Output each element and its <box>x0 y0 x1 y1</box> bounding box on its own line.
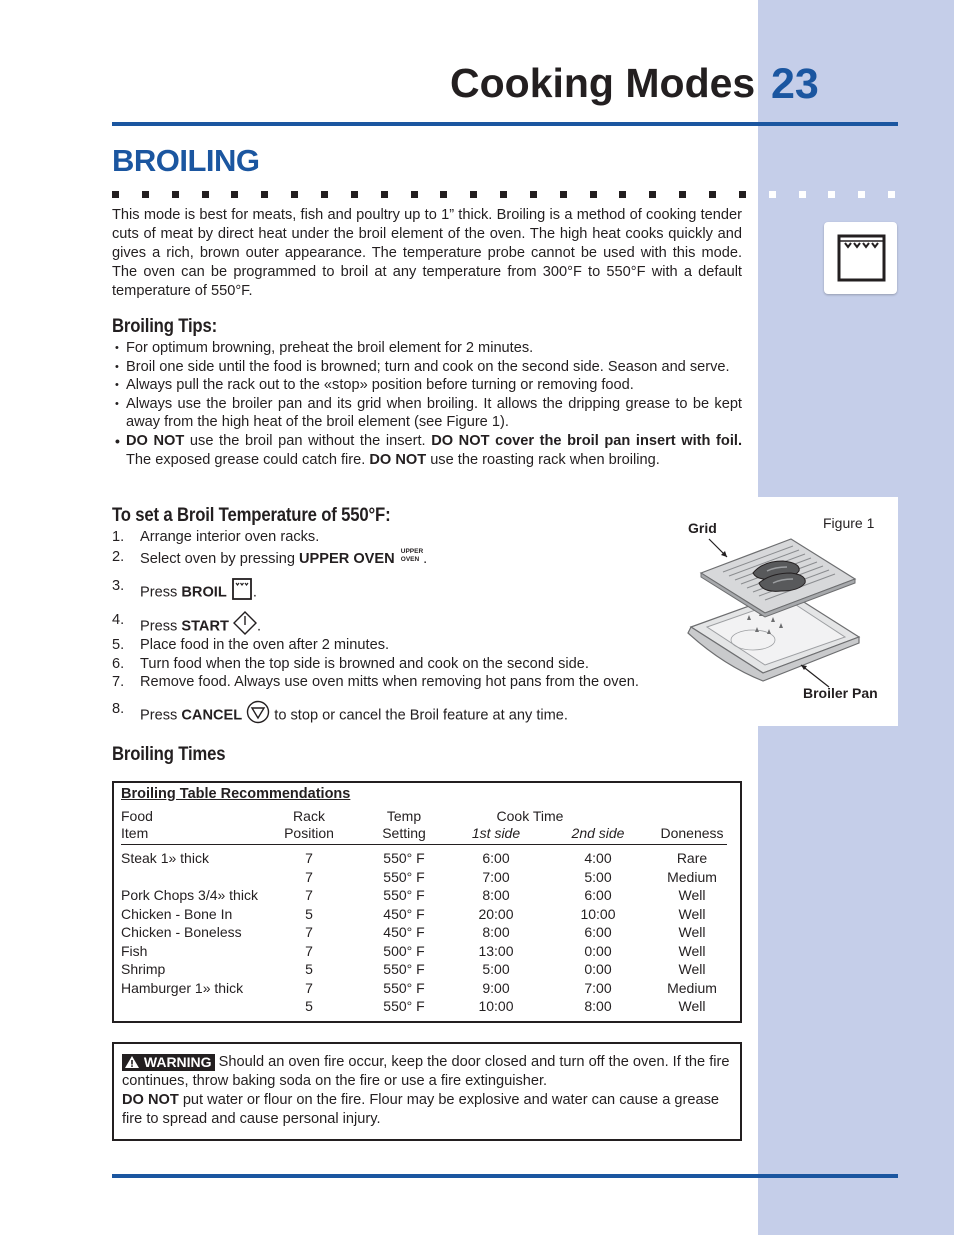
step-item <box>112 528 672 547</box>
divider-dot <box>769 191 776 198</box>
tip-item: • For optimum browning, preheat the broil element for 2 minutes. <box>112 339 742 358</box>
divider-dot <box>470 191 477 198</box>
rack-cell: 7 <box>305 887 313 903</box>
doneness-cell: Medium <box>667 868 717 885</box>
step-number: 3. <box>112 578 125 595</box>
header-rack: Rack <box>293 808 325 824</box>
warning-box <box>112 1042 742 1141</box>
dotted-divider <box>112 191 898 199</box>
divider-dot <box>679 191 686 198</box>
divider-dot <box>530 191 537 198</box>
figure-caption: Figure 1 <box>823 515 875 531</box>
steps-list <box>112 528 672 725</box>
start-key-label: START <box>181 618 229 635</box>
step-text: Press <box>140 618 182 635</box>
food-cell: Pork Chops 3/4» thick <box>121 887 258 903</box>
step-text: Press <box>140 707 182 724</box>
temp-cell: 550° F <box>383 850 425 866</box>
step-text: Turn food when the top side is browned and cook on the second side. <box>140 655 589 672</box>
first-side-cell: 10:00 <box>478 998 514 1014</box>
broiling-table <box>112 781 742 1023</box>
rack-cell: 5 <box>305 961 313 977</box>
first-side-cell: 20:00 <box>478 905 514 922</box>
rack-cell: 7 <box>305 979 313 996</box>
rack-cell: 5 <box>305 998 313 1014</box>
second-side-cell: 10:00 <box>580 905 616 922</box>
first-side-cell: 8:00 <box>482 924 510 940</box>
header-food: Food <box>121 808 153 824</box>
step-number: 4. <box>112 612 125 629</box>
doneness-cell: Well <box>678 924 706 940</box>
divider-dot <box>888 191 895 198</box>
step-number: 5. <box>112 637 125 654</box>
first-side-cell: 8:00 <box>482 887 510 903</box>
temp-cell: 550° F <box>383 887 425 903</box>
step-item <box>112 700 672 725</box>
divider-dot <box>381 191 388 198</box>
cancel-key-icon <box>246 700 270 724</box>
warning-badge <box>122 1054 215 1071</box>
divider-dot <box>142 191 149 198</box>
temp-cell: 550° F <box>383 868 425 885</box>
upper-oven-key-icon <box>401 548 423 564</box>
temp-cell: 550° F <box>383 998 425 1014</box>
do-not-label: DO NOT <box>369 451 427 468</box>
warning-text: put water or flour on the fire. Flour may be explosive and water can cause a grease fire to spread and cause personal injury. <box>122 1092 720 1127</box>
broiler-pan-illustration <box>683 505 893 715</box>
step-item <box>112 636 672 655</box>
temp-cell: 550° F <box>383 979 425 996</box>
doneness-cell: Medium <box>667 979 717 996</box>
header-item: Item <box>121 825 149 841</box>
first-side-cell: 13:00 <box>478 942 514 959</box>
second-side-cell: 0:00 <box>584 942 612 959</box>
divider-dot <box>560 191 567 198</box>
icon-text: UPPER <box>400 547 424 555</box>
divider-dot <box>500 191 507 198</box>
doneness-cell: Well <box>678 905 706 922</box>
header-second-side: 2nd side <box>571 825 625 841</box>
step-number: 2. <box>112 548 125 565</box>
step-text: Press <box>140 584 182 601</box>
table-title: Broiling Table Recommendations <box>121 786 351 802</box>
temp-cell: 550° F <box>383 961 425 977</box>
second-side-cell: 4:00 <box>584 850 612 866</box>
header-setting: Setting <box>382 825 426 841</box>
divider-dot <box>172 191 179 198</box>
warning-text: Should an oven fire occur, keep the door closed and turn off the oven. If the fire continues, throw baking soda on the fire or use a fire extinguisher. <box>122 1054 730 1089</box>
doneness-cell: Well <box>678 998 706 1014</box>
divider-dot <box>590 191 597 198</box>
divider-dot <box>709 191 716 198</box>
divider-dot <box>261 191 268 198</box>
divider-dot <box>291 191 298 198</box>
step-number: 8. <box>112 700 125 717</box>
tip-item: • Broil one side until the food is browned; turn and cook on the second side. Season and serve. <box>112 358 742 377</box>
rack-cell: 5 <box>305 905 313 922</box>
cancel-key-label: CANCEL <box>181 707 243 724</box>
grid-label: Grid <box>688 520 717 536</box>
tip-text: The exposed grease could catch fire. <box>126 451 370 468</box>
step-number: 6. <box>112 655 125 672</box>
tip-warning-item <box>112 432 742 469</box>
step-number: 7. <box>112 674 125 691</box>
step-item <box>112 577 672 602</box>
warning-badge-text: WARNING <box>143 1054 212 1070</box>
step-text: . <box>252 584 257 601</box>
rack-cell: 7 <box>305 924 313 940</box>
header-rule <box>112 122 898 126</box>
header-temp: Temp <box>386 808 422 824</box>
tip-item: • Always pull the rack out to the «stop» position before turning or removing food. <box>112 376 742 395</box>
divider-dot <box>619 191 626 198</box>
warning-do-not: DO NOT <box>122 1092 179 1108</box>
food-cell: Shrimp <box>121 961 166 977</box>
divider-dot <box>739 191 746 198</box>
divider-dot <box>649 191 656 198</box>
first-side-cell: 7:00 <box>482 868 510 885</box>
divider-dot <box>858 191 865 198</box>
page-number: 23 <box>771 60 819 108</box>
section-title: BROILING <box>112 143 260 178</box>
second-side-cell: 8:00 <box>584 998 612 1014</box>
intro-paragraph: This mode is best for meats, fish and poultry up to 1” thick. Broiling is a method of cooking tender cuts of meat by direct heat under the broil element of the oven. The high heat cooks quickly and gives a rich, brown outer appearance. The temperature probe cannot be used with this mode. The oven can be programmed to broil at any temperature from 300°F to 550°F with a default temperature of 550°F. <box>112 207 742 299</box>
second-side-cell: 5:00 <box>584 868 612 885</box>
upper-oven-key-label: UPPER OVEN <box>299 550 395 567</box>
warning-triangle-icon <box>124 1055 140 1069</box>
second-side-cell: 7:00 <box>584 979 612 996</box>
divider-dot <box>112 191 119 198</box>
divider-dot <box>440 191 447 198</box>
step-text: . <box>423 550 428 567</box>
header-doneness: Doneness <box>660 825 724 841</box>
step-text: Remove food. Always use oven mitts when removing hot pans from the oven. <box>140 674 639 691</box>
step-item <box>112 548 672 569</box>
temp-cell: 450° F <box>383 924 425 940</box>
tips-heading: Broiling Tips: <box>112 316 217 337</box>
rack-cell: 7 <box>305 942 313 959</box>
divider-dot <box>231 191 238 198</box>
step-item <box>112 655 672 674</box>
temp-cell: 450° F <box>383 905 425 922</box>
rack-cell: 7 <box>305 868 313 885</box>
step-text: to stop or cancel the Broil feature at any time. <box>270 707 568 724</box>
doneness-cell: Well <box>678 942 706 959</box>
food-cell: Chicken - Boneless <box>121 924 242 940</box>
tip-text: use the roasting rack when broiling. <box>426 451 660 468</box>
step-item <box>112 611 672 636</box>
tip-text: use the broil pan without the insert. <box>184 432 432 449</box>
start-key-icon <box>233 611 257 635</box>
footer-rule <box>112 1174 898 1178</box>
rack-cell: 7 <box>305 850 313 866</box>
icon-text: OVEN <box>400 555 420 563</box>
broiler-pan-label: Broiler Pan <box>803 685 878 701</box>
do-not-label: DO NOT cover the broil pan insert with foil. <box>431 432 742 449</box>
first-side-cell: 6:00 <box>482 850 510 866</box>
broil-mode-icon <box>824 222 897 294</box>
doneness-cell: Well <box>678 961 706 977</box>
divider-dot <box>828 191 835 198</box>
set-temp-heading: To set a Broil Temperature of 550°F: <box>112 505 391 526</box>
page-title: Cooking Modes <box>450 60 756 106</box>
divider-dot <box>202 191 209 198</box>
food-cell: Hamburger 1» thick <box>121 979 244 996</box>
step-text: Place food in the oven after 2 minutes. <box>140 637 390 654</box>
temp-cell: 500° F <box>383 942 425 959</box>
food-cell: Chicken - Bone In <box>121 905 233 922</box>
broil-key-icon <box>231 577 253 601</box>
doneness-cell: Rare <box>676 850 708 866</box>
step-number: 1. <box>112 529 125 545</box>
tip-item: • Always use the broiler pan and its grid when broiling. It allows the dripping grease to be kept away from the high heat of the broil element (see Figure 1). <box>112 395 742 432</box>
broiler-pan-figure <box>683 505 893 715</box>
header-position: Position <box>284 825 334 841</box>
step-text: Arrange interior oven racks. <box>140 529 320 545</box>
broil-key-label: BROIL <box>181 584 227 601</box>
second-side-cell: 6:00 <box>584 887 612 903</box>
divider-dot <box>411 191 418 198</box>
first-side-cell: 9:00 <box>482 979 510 996</box>
food-cell: Fish <box>121 942 148 959</box>
table-divider <box>121 844 727 845</box>
doneness-cell: Well <box>678 887 706 903</box>
food-cell: Steak 1» thick <box>121 850 209 866</box>
second-side-cell: 0:00 <box>584 961 612 977</box>
divider-dot <box>799 191 806 198</box>
header-cook-time: Cook Time <box>496 808 564 824</box>
times-heading: Broiling Times <box>112 744 226 765</box>
second-side-cell: 6:00 <box>584 924 612 940</box>
header-first-side: 1st side <box>471 825 521 841</box>
divider-dot <box>351 191 358 198</box>
first-side-cell: 5:00 <box>482 961 510 977</box>
tips-list <box>112 339 742 469</box>
step-text: Select oven by pressing <box>140 550 299 567</box>
divider-dot <box>321 191 328 198</box>
step-text: . <box>256 618 262 635</box>
step-item <box>112 673 672 692</box>
do-not-label: DO NOT <box>126 432 185 449</box>
